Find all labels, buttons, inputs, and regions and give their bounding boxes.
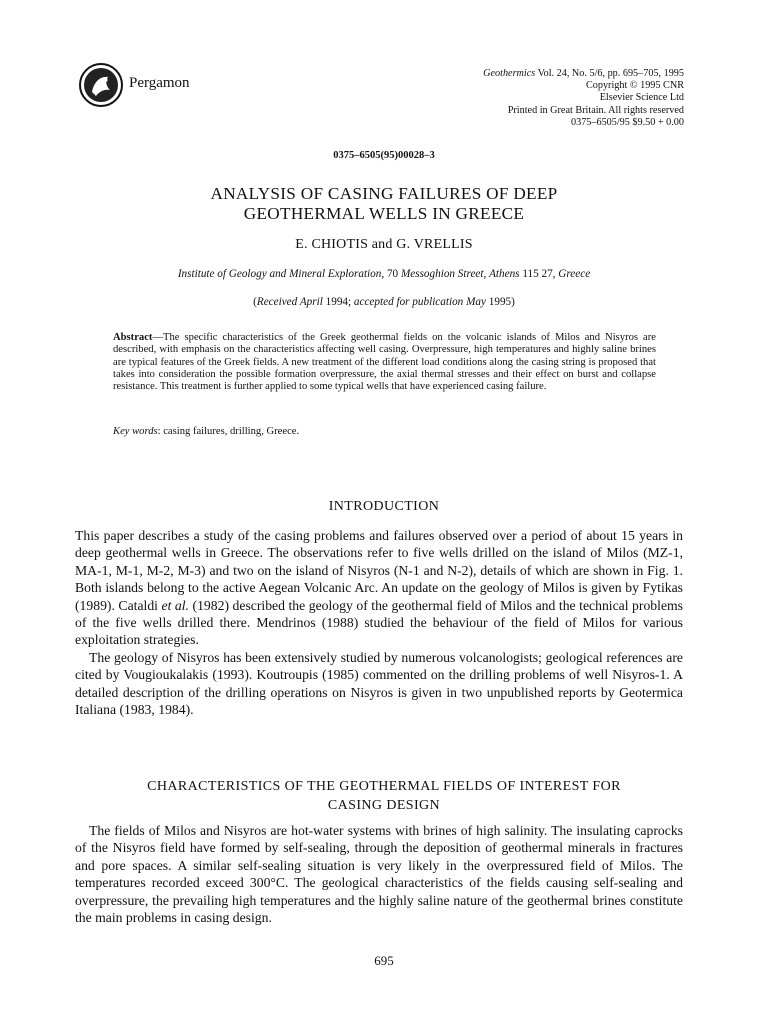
authors: E. CHIOTIS and G. VRELLIS: [295, 237, 473, 252]
intro-p1-part-a: This paper describes a study of the casing problems and failures observed over a period of about 15 years in deep geothermal wells in Greece. The observations refer to five wells drilled on the island of Milos (MZ-1, MA-1, M-1, M-2, M-3) and two on the island of Nisyros (N-1 and N-2), details of which are shown in Fig. 1. Both islands belong to the active Aegean Volcanic Arc. An update on the geology of Milos is given by Fytikas (1989). Cataldi: [75, 528, 683, 613]
abstract: [113, 332, 656, 393]
publisher-line: Elsevier Science Ltd: [599, 92, 684, 104]
section-heading-introduction: INTRODUCTION: [328, 499, 440, 514]
keywords-text: : casing failures, drilling, Greece.: [157, 426, 300, 437]
publisher-name: Pergamon: [129, 75, 190, 91]
title-line-2: GEOTHERMAL WELLS IN GREECE: [243, 204, 525, 223]
title-line-1: ANALYSIS OF CASING FAILURES OF DEEP: [210, 184, 558, 203]
section-heading-characteristics: [0, 777, 768, 815]
city-name: Athens: [489, 268, 520, 280]
intro-p1-part-b: (1982) described the geology of the geothermal field of Milos and the technical problems of the five wells drilled there. Mendrinos (1988) studied the behaviour of the field of Milos for various exploitation strategies.: [75, 597, 684, 648]
received-label: Received April: [256, 296, 323, 308]
characteristics-body: [75, 822, 683, 926]
address-sep: ,: [483, 268, 490, 280]
institute-name: Institute of Geology and Mineral Exploration: [177, 268, 382, 280]
intro-paragraph-2: The geology of Nisyros has been extensively studied by numerous volcanologists; geological references are cited by Vougioukalakis (1993). Koutroupis (1985) commented on the drilling problems of well Nisyros-1. A detailed description of the drilling operations on Nisyros is given in two unpublished reports by Geotermica Italiana (1983, 1984).: [75, 649, 683, 718]
intro-p1-etal: et al.: [161, 597, 189, 613]
char-heading-line-1: CHARACTERISTICS OF THE GEOTHERMAL FIELDS OF INTEREST FOR: [147, 779, 621, 794]
journal-info: [483, 68, 684, 129]
keywords: [113, 426, 299, 437]
abstract-label: Abstract: [113, 332, 153, 343]
keywords-label: Key words: [113, 426, 158, 437]
pergamon-logo-icon: [78, 62, 124, 108]
address-number: , 70: [381, 268, 401, 280]
received-dates: [0, 296, 768, 308]
issn-price-line: 0375–6505/95 $9.50 + 0.00: [571, 116, 684, 128]
country-name: Greece: [558, 268, 591, 280]
paper-title: [0, 184, 768, 224]
abstract-text: —The specific characteristics of the Greek geothermal fields on the volcanic islands of Milos and Nisyros are described, with emphasis on the characteristics affecting well casing. Overpressure, high temperatures and highly saline brines are typical features of the Greek fields. A new treatment of the different load conditions along the casing string is proposed that takes into consideration the possible formation overpressure, the axial thermal stresses and their effect on burst and collapse resistance. This treatment is further applied to some typical wells that have experienced casing failure.: [113, 332, 656, 393]
page-number: 695: [374, 953, 394, 968]
printed-line: Printed in Great Britain. All rights reserved: [507, 104, 684, 116]
affiliation: [0, 268, 768, 280]
doi-identifier: 0375–6505(95)00028–3: [333, 150, 435, 161]
char-heading-line-2: CASING DESIGN: [327, 798, 441, 813]
received-year: 1994;: [322, 296, 354, 308]
char-paragraph-1: The fields of Milos and Nisyros are hot-water systems with brines of high salinity. The insulating caprocks of the Nisyros field have formed by self-sealing, through the deposition of geothermal minerals in fractures and pore spaces. A similar self-sealing situation is very likely in the overpressured field of Milos. The temperatures recorded exceed 300°C. The geological characteristics of the fields causing self-sealing and overpressure, the prevailing high temperatures and the highly saline nature of the geothermal brines constitute the main problems in casing design.: [75, 823, 683, 926]
accepted-year: 1995): [485, 296, 515, 308]
journal-name: Geothermics: [483, 68, 536, 79]
street-name: Messoghion Street: [400, 268, 484, 280]
copyright-line: Copyright © 1995 CNR: [585, 80, 684, 92]
received-open: (: [253, 296, 257, 308]
volume-info: Vol. 24, No. 5/6, pp. 695–705, 1995: [537, 68, 684, 79]
accepted-label: accepted for publication May: [353, 296, 486, 308]
introduction-body: [75, 527, 683, 718]
journal-citation: [483, 68, 684, 80]
intro-paragraph-1: [75, 527, 683, 649]
postcode: 115 27,: [519, 268, 559, 280]
